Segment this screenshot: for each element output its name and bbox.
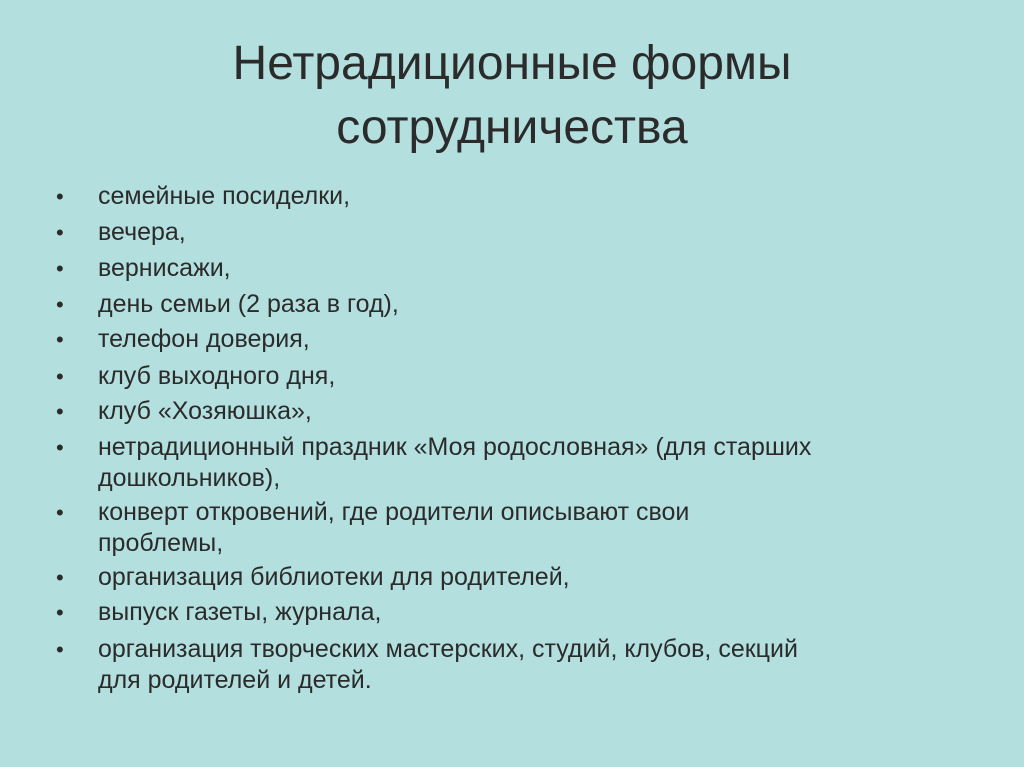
bullet-icon: • (56, 292, 64, 317)
title-line-2: сотрудничества (336, 101, 688, 154)
list-item-text: нетрадиционный праздник «Моя родословная» (для старших (98, 433, 812, 461)
list-item-text-continued: для родителей и детей. (98, 666, 372, 694)
bullet-icon: • (56, 399, 64, 424)
list-item-text: клуб «Хозяюшка», (98, 397, 312, 425)
list-item (56, 634, 986, 698)
bullet-icon: • (56, 256, 64, 281)
list-item-text: выпуск газеты, журнала, (98, 598, 382, 626)
list-item-text-continued: дошкольников), (98, 464, 281, 492)
title-line-1: Нетрадиционные формы (232, 37, 792, 90)
bullet-icon: • (56, 565, 64, 590)
bullet-icon: • (56, 435, 64, 460)
bullet-icon: • (56, 364, 64, 389)
list-item-text: клуб выходного дня, (98, 362, 336, 390)
bullet-icon: • (56, 184, 64, 209)
list-item (56, 497, 986, 561)
list-item-text: конверт откровений, где родители описывают свои (98, 498, 690, 526)
list-item-text: вечера, (98, 218, 186, 246)
list-item-text: вернисажи, (98, 254, 231, 282)
list-item-text: семейные посиделки, (98, 182, 351, 210)
list-item-text: день семьи (2 раза в год), (98, 290, 399, 318)
list-item-text: телефон доверия, (98, 325, 310, 353)
bullet-icon: • (56, 220, 64, 245)
list-item-text: организация библиотеки для родителей, (98, 563, 570, 591)
list-item (56, 432, 986, 496)
bullet-icon: • (56, 500, 64, 525)
bullet-icon: • (56, 327, 64, 352)
bullet-icon: • (56, 600, 64, 625)
list-item-text-continued: проблемы, (98, 529, 224, 557)
bullet-icon: • (56, 637, 64, 662)
list-item-text: организация творческих мастерских, студий, клубов, секций (98, 635, 798, 663)
